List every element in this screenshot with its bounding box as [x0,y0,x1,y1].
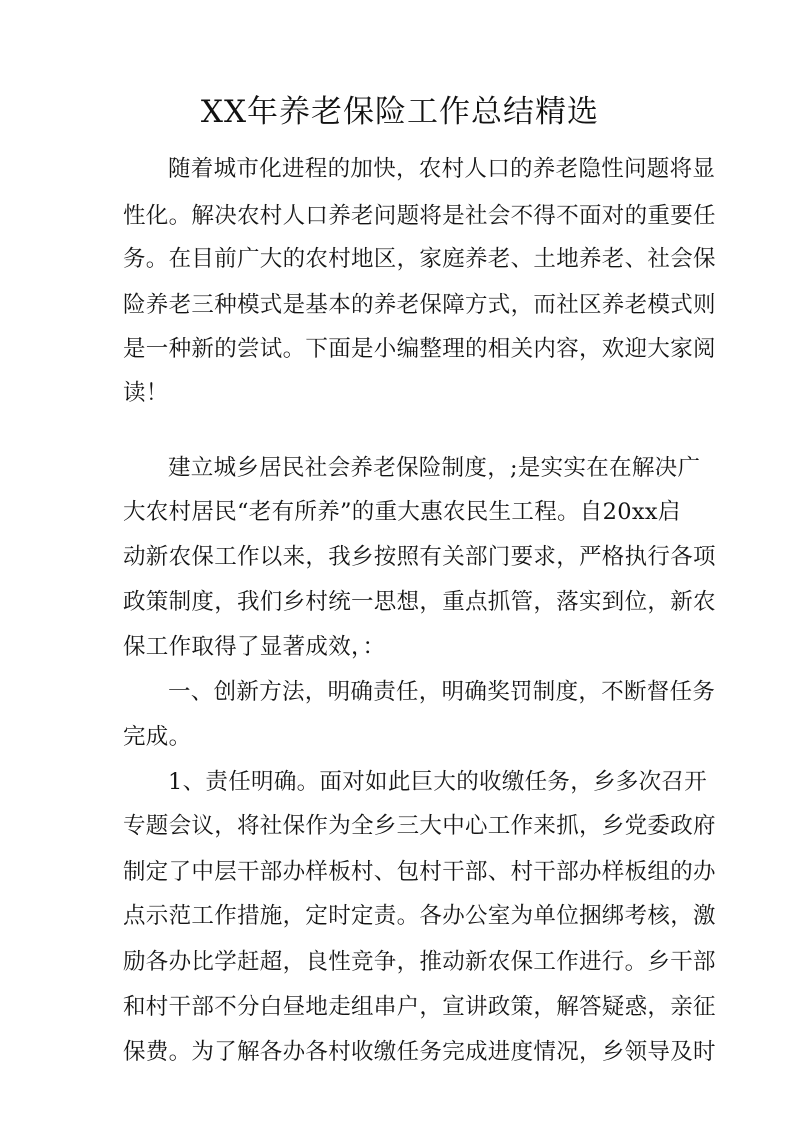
text-line: 1、责任明确。面对如此巨大的收缴任务，乡多次召开 [168,769,708,795]
text-line: 是一种新的尝试。下面是小编整理的相关内容，欢迎大家阅 [123,336,716,362]
text-line: 和村干部不分白昼地走组串户，宣讲政策，解答疑惑，亲征 [123,994,716,1020]
document-title: XX年养老保险工作总结精选 [200,94,600,130]
text-line: 保工作取得了显著成效，： [123,634,386,660]
text-line: 保费。为了解各办各村收缴任务完成进度情况，乡领导及时 [123,1039,716,1065]
text-line: 点示范工作措施，定时定责。各办公室为单位捆绑考核，激 [123,903,716,929]
text-line: 大农村居民“老有所养”的重大惠农民生工程。自20xx启 [123,499,681,525]
text-line: 读！ [123,380,169,406]
text-line: 制定了中层干部办样板村、包村干部、村干部办样板组的办 [123,859,716,885]
text-line: 一、创新方法，明确责任，明确奖罚制度，不断督任务 [168,679,716,705]
text-line: 险养老三种模式是基本的养老保障方式，而社区养老模式则 [123,292,716,318]
text-line: 动新农保工作以来，我乡按照有关部门要求，严格执行各项 [123,544,716,570]
text-line: 专题会议，将社保作为全乡三大中心工作来抓，乡党委政府 [123,813,716,839]
text-line: 完成。 [123,724,192,750]
text-line: 性化。解决农村人口养老问题将是社会不得不面对的重要任 [123,203,716,229]
text-line: 励各办比学赶超，良性竞争，推动新农保工作进行。乡干部 [123,949,716,975]
text-line: 随着城市化进程的加快，农村人口的养老隐性问题将显 [168,156,716,182]
text-line: 政策制度，我们乡村统一思想，重点抓管，落实到位，新农 [123,589,716,615]
text-line: 务。在目前广大的农村地区，家庭养老、土地养老、社会保 [123,246,716,272]
text-line: 建立城乡居民社会养老保险制度，;是实实在在解决广 [168,455,701,481]
